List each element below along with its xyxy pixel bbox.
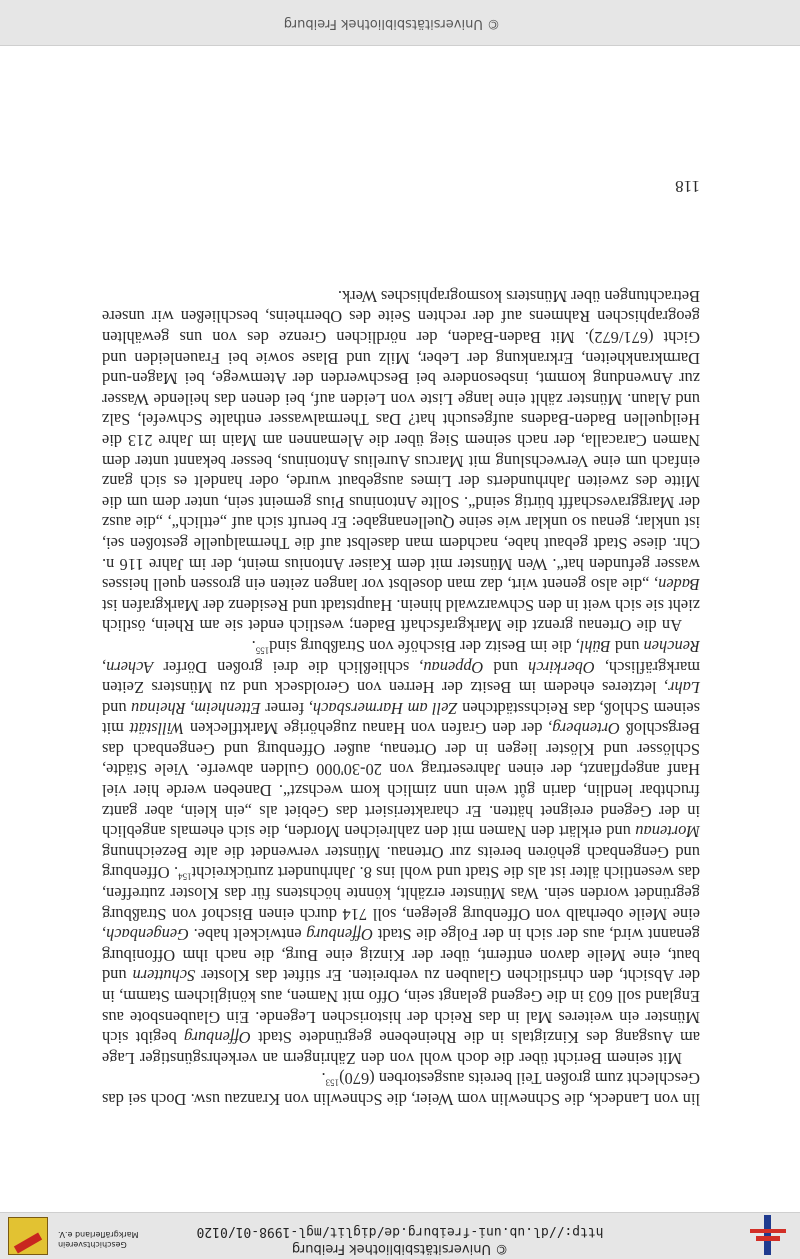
paragraph: An die Ortenau grenzt die Markgrafschaft Baden; westlich endet sie am Rhein, östlich zieht sie sich weit in den Schwarzwald hinein. Hauptstadt und Residenz der Markgrafen ist Baden, „die also genent wirt, daz man doselbst vor langen zeiten ein grossen quell heisses wasser gefunden hat“. Wen Münster mit dem Kaiser Antonius meint, der im Jahre 116 n. Chr. diese Stadt gebaut habe, nachdem man daselbst auf die Thermalquelle gestoßen sei, ist unklar, genau so unklar wie seine Quellenangabe: Er beruft sich auf „ettlich“, „die ausz der Marggraveschafft bürtig seind“. Sollte Antoninus Pius gemeint sein, unter dem um die Mitte des zweiten Jahrhunderts der Limes ausgebaut wurde, oder handelt es sich ganz einfach um eine Verwechslung mit Marcus Aurelius Antoninus, besser bekannt unter dem Namen Caracalla, der nach seinem Sieg über die Alemannen am Main im Jahre 213 die Heilquellen Baden-Badens aufgesucht hat? Das Thermalwasser enthalte Schwefel, Salz und Alaun. Münster zählt eine lange Liste von Leiden auf, bei denen das heilende Wasser zur Anwendung kommt, insbesondere bei Beschwerden der Atemwege, bei Magen-und Darmkrankheiten, Erkrankung der Leber, Milz und Blase sowie bei Frauenleiden und Gicht (671/672). Mit Baden-Baden, der nördlichen Grenze des von uns gewählten geographischen Rahmens auf der rechten Seite des Oberrheins, beschließen wir unsere Betrachtungen über Münsters kosmographisches Werk. — [102, 286, 700, 636]
page-body-text — [102, 285, 700, 1109]
header-bar — [0, 1212, 800, 1259]
coat-of-arms-icon — [8, 1217, 48, 1255]
document-url[interactable]: http://dl.ub.uni-freiburg.de/diglit/mgl-1998-01/0120 — [196, 1224, 604, 1239]
university-library-logo — [750, 1215, 786, 1255]
society-seal-logo — [8, 1217, 139, 1255]
footnote-ref: 155 — [255, 645, 270, 656]
footer-bar — [0, 0, 800, 46]
society-name: Geschichtsverein Markgräflerland e.V. — [58, 1230, 139, 1249]
library-copyright: © Universitätsbibliothek Freiburg — [291, 1241, 509, 1256]
paragraph: Mit seinem Bericht über die doch wohl von den Zähringern an verkehrsgünstiger Lage am Ausgang des Kinzigtals in die Rheinebene gegründete Stadt Offenburg begibt sich Münster ein weiteres Mal in das Reich der historischen Legende. Ein Glaubensbote aus England soll 603 in die Gegend gelangt sein, Offo mit Namen, aus königlichem Stamm, in der Absicht, den christlichen Glauben zu verbreiten. Er stiftet das Kloster Schuttern und baut, eine Meile davon entfernt, über der Kinzig eine Burg, die nach ihm Offoniburg genannt wird, aus der sich in der Folge die Stadt Offenburg entwickelt habe. Gengenbach, eine Meile oberhalb von Offenburg gelegen, soll 714 durch einen Bischof von Straßburg gegründet worden sein. Was Münster erzählt, könnte höchstens für das Kloster zutreffen, das wesentlich älter ist als die Stadt und wohl ins 8. Jahrhundert zurückreicht$^{154}$. Offenburg und Gengenbach gehören bereits zur Ortenau. Münster verwendet die alte Bezeichnung Mortenau und erklärt den Namen mit den zahlreichen Morden, die sich ehemals angeblich in der Gegend ereignet hätten. Er charakterisiert das Gebiet als „ein klein, aber gantz fruchtbar lendlin, darin gůt wein unn zimlich korn wechszt“. Daneben werde hier viel Hanf angepflanzt, der einen Jahresertrag von 20-30'000 Gulden abwerfe. Viele Städte, Schlösser und Klöster liegen in der Ortenau, außer Offenburg und Gengenbach das Bergschloß Ortenberg, der den Grafen von Hanau zugehörige Marktflecken Willstätt mit seinem Schloß, das Reichsstädtchen Zell am Harmersbach, ferner Ettenheim, Rheinau und Lahr, letzteres ehedem im Besitz der Herren von Geroldseck und zu Münsters Zeiten markgräflisch, Oberkirch und Oppenau, schließlich die drei großen Dörfer Achern, Renchen und Bühl, die im Besitz der Bischöfe von Straßburg sind$^{155}$. — [101, 636, 700, 1068]
page-number: 118 — [675, 177, 700, 196]
footer-library-copyright: © Universitätsbibliothek Freiburg — [283, 16, 500, 31]
paragraph: lin von Landeck, die Schnewlin vom Weier, die Schnewlin von Kranzau usw. Doch sei das Geschlecht zum großen Teil bereits ausgestorben $(670)^{153}$. — [102, 1069, 700, 1109]
header-center — [150, 1224, 650, 1259]
footnote-ref: 153 — [325, 1077, 340, 1088]
footnote-ref: 154 — [178, 871, 192, 882]
